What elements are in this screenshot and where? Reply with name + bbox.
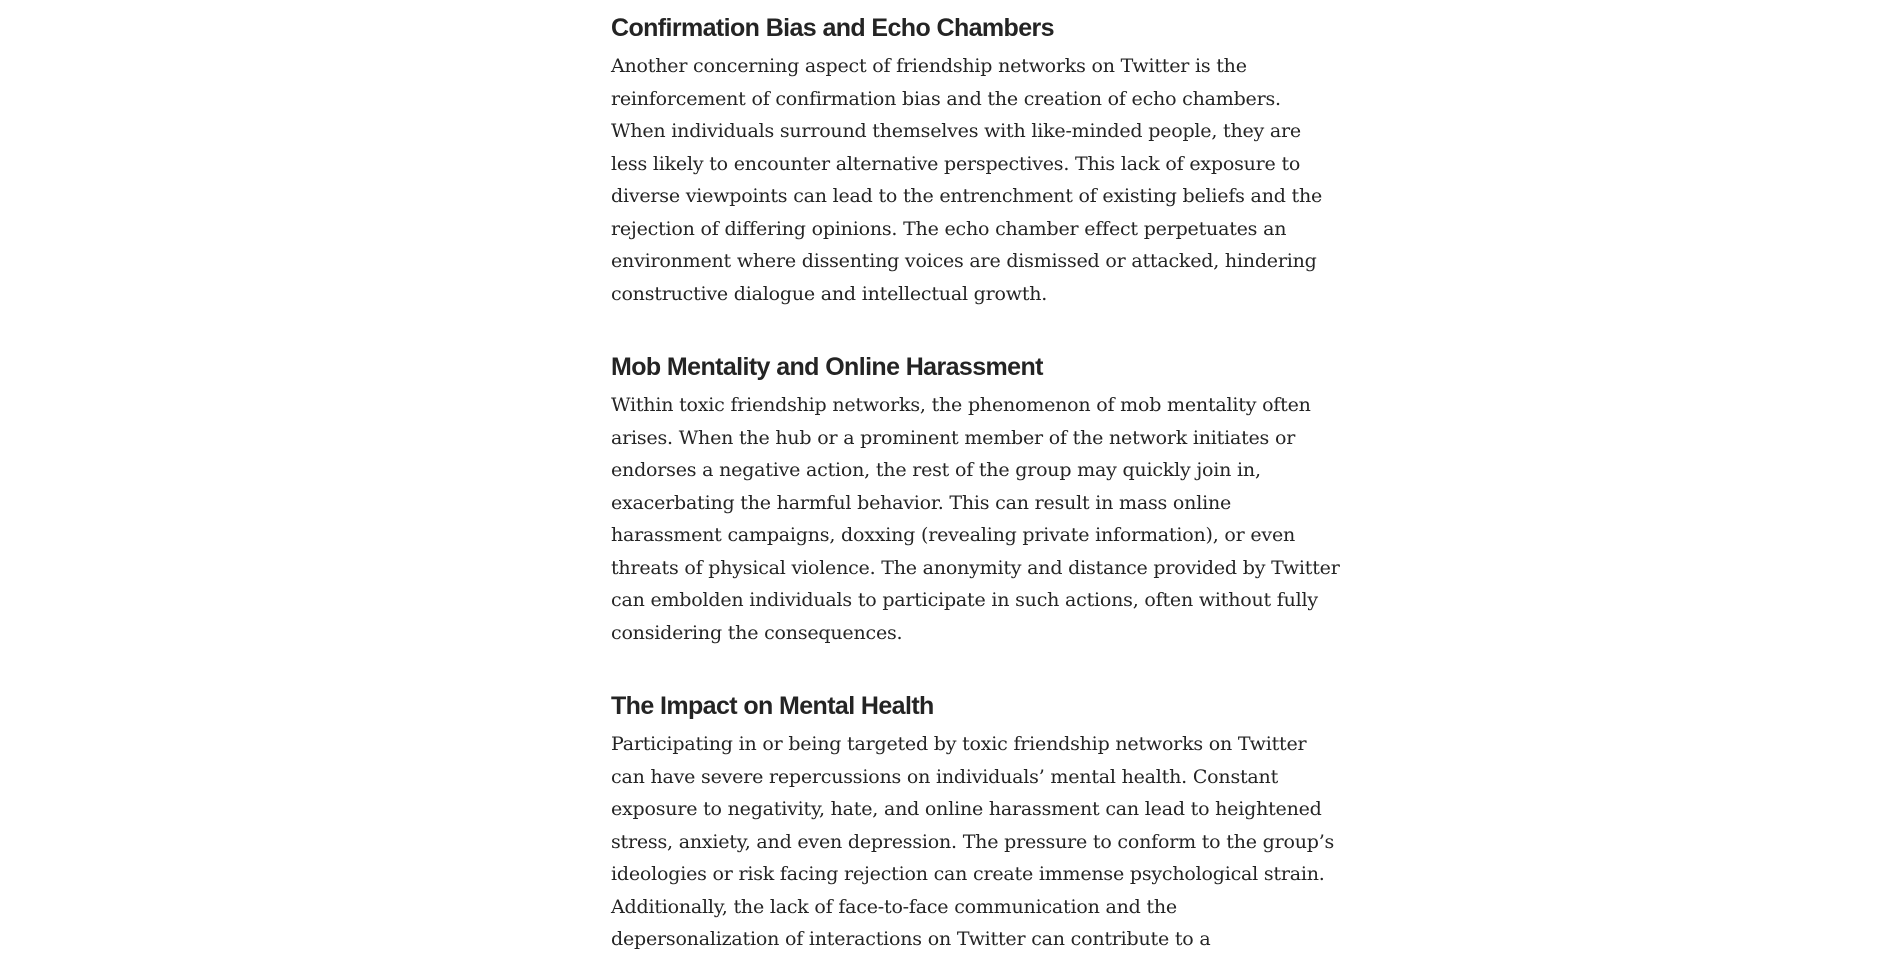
section-mental-health xyxy=(611,689,1334,956)
paragraph-line: ideologies or risk facing rejection can create immense psychological strain. xyxy=(611,863,1325,885)
paragraph-line: diverse viewpoints can lead to the entrenchment of existing beliefs and the xyxy=(611,185,1323,207)
paragraph-line: Within toxic friendship networks, the phenomenon of mob mentality often xyxy=(611,394,1311,416)
paragraph-line: Participating in or being targeted by toxic friendship networks on Twitter xyxy=(611,733,1307,755)
paragraph-line: When individuals surround themselves with like-minded people, they are xyxy=(611,120,1301,142)
paragraph-line: Additionally, the lack of face-to-face communication and the xyxy=(611,895,1177,918)
paragraph-line: harassment campaigns, doxxing (revealing private information), or even xyxy=(611,524,1296,546)
section-heading: Confirmation Bias and Echo Chambers xyxy=(611,14,1054,42)
section-confirmation-bias xyxy=(611,11,1322,310)
paragraph-line: depersonalization of interactions on Twitter can contribute to a xyxy=(611,928,1211,950)
section-heading: The Impact on Mental Health xyxy=(611,692,934,720)
paragraph-line: rejection of differing opinions. The echo chamber effect perpetuates an xyxy=(611,217,1287,240)
paragraph-line: threats of physical violence. The anonymity and distance provided by Twitter xyxy=(611,556,1340,579)
paragraph-line: can embolden individuals to participate in such actions, often without fully xyxy=(611,589,1318,611)
paragraph-line: endorses a negative action, the rest of the group may quickly join in, xyxy=(611,459,1261,481)
section-paragraph xyxy=(611,389,1340,649)
paragraph-line: considering the consequences. xyxy=(611,621,903,644)
paragraph-line: exposure to negativity, hate, and online harassment can lead to heightened xyxy=(611,798,1322,820)
section-paragraph xyxy=(611,728,1334,956)
paragraph-line: environment where dissenting voices are dismissed or attacked, hindering xyxy=(611,250,1317,272)
paragraph-line: reinforcement of confirmation bias and the creation of echo chambers. xyxy=(611,87,1281,110)
paragraph-line: arises. When the hub or a prominent member of the network initiates or xyxy=(611,426,1296,449)
section-heading: Mob Mentality and Online Harassment xyxy=(611,353,1043,381)
paragraph-line: constructive dialogue and intellectual growth. xyxy=(611,282,1048,305)
section-mob-mentality xyxy=(611,350,1340,649)
paragraph-line: less likely to encounter alternative perspectives. This lack of exposure to xyxy=(611,152,1301,175)
paragraph-line: exacerbating the harmful behavior. This can result in mass online xyxy=(611,491,1232,514)
section-paragraph xyxy=(611,50,1322,310)
paragraph-line: Another concerning aspect of friendship networks on Twitter is the xyxy=(611,55,1247,77)
paragraph-line: stress, anxiety, and even depression. The pressure to conform to the group’s xyxy=(611,830,1335,853)
paragraph-line: can have severe repercussions on individuals’ mental health. Constant xyxy=(611,765,1279,788)
